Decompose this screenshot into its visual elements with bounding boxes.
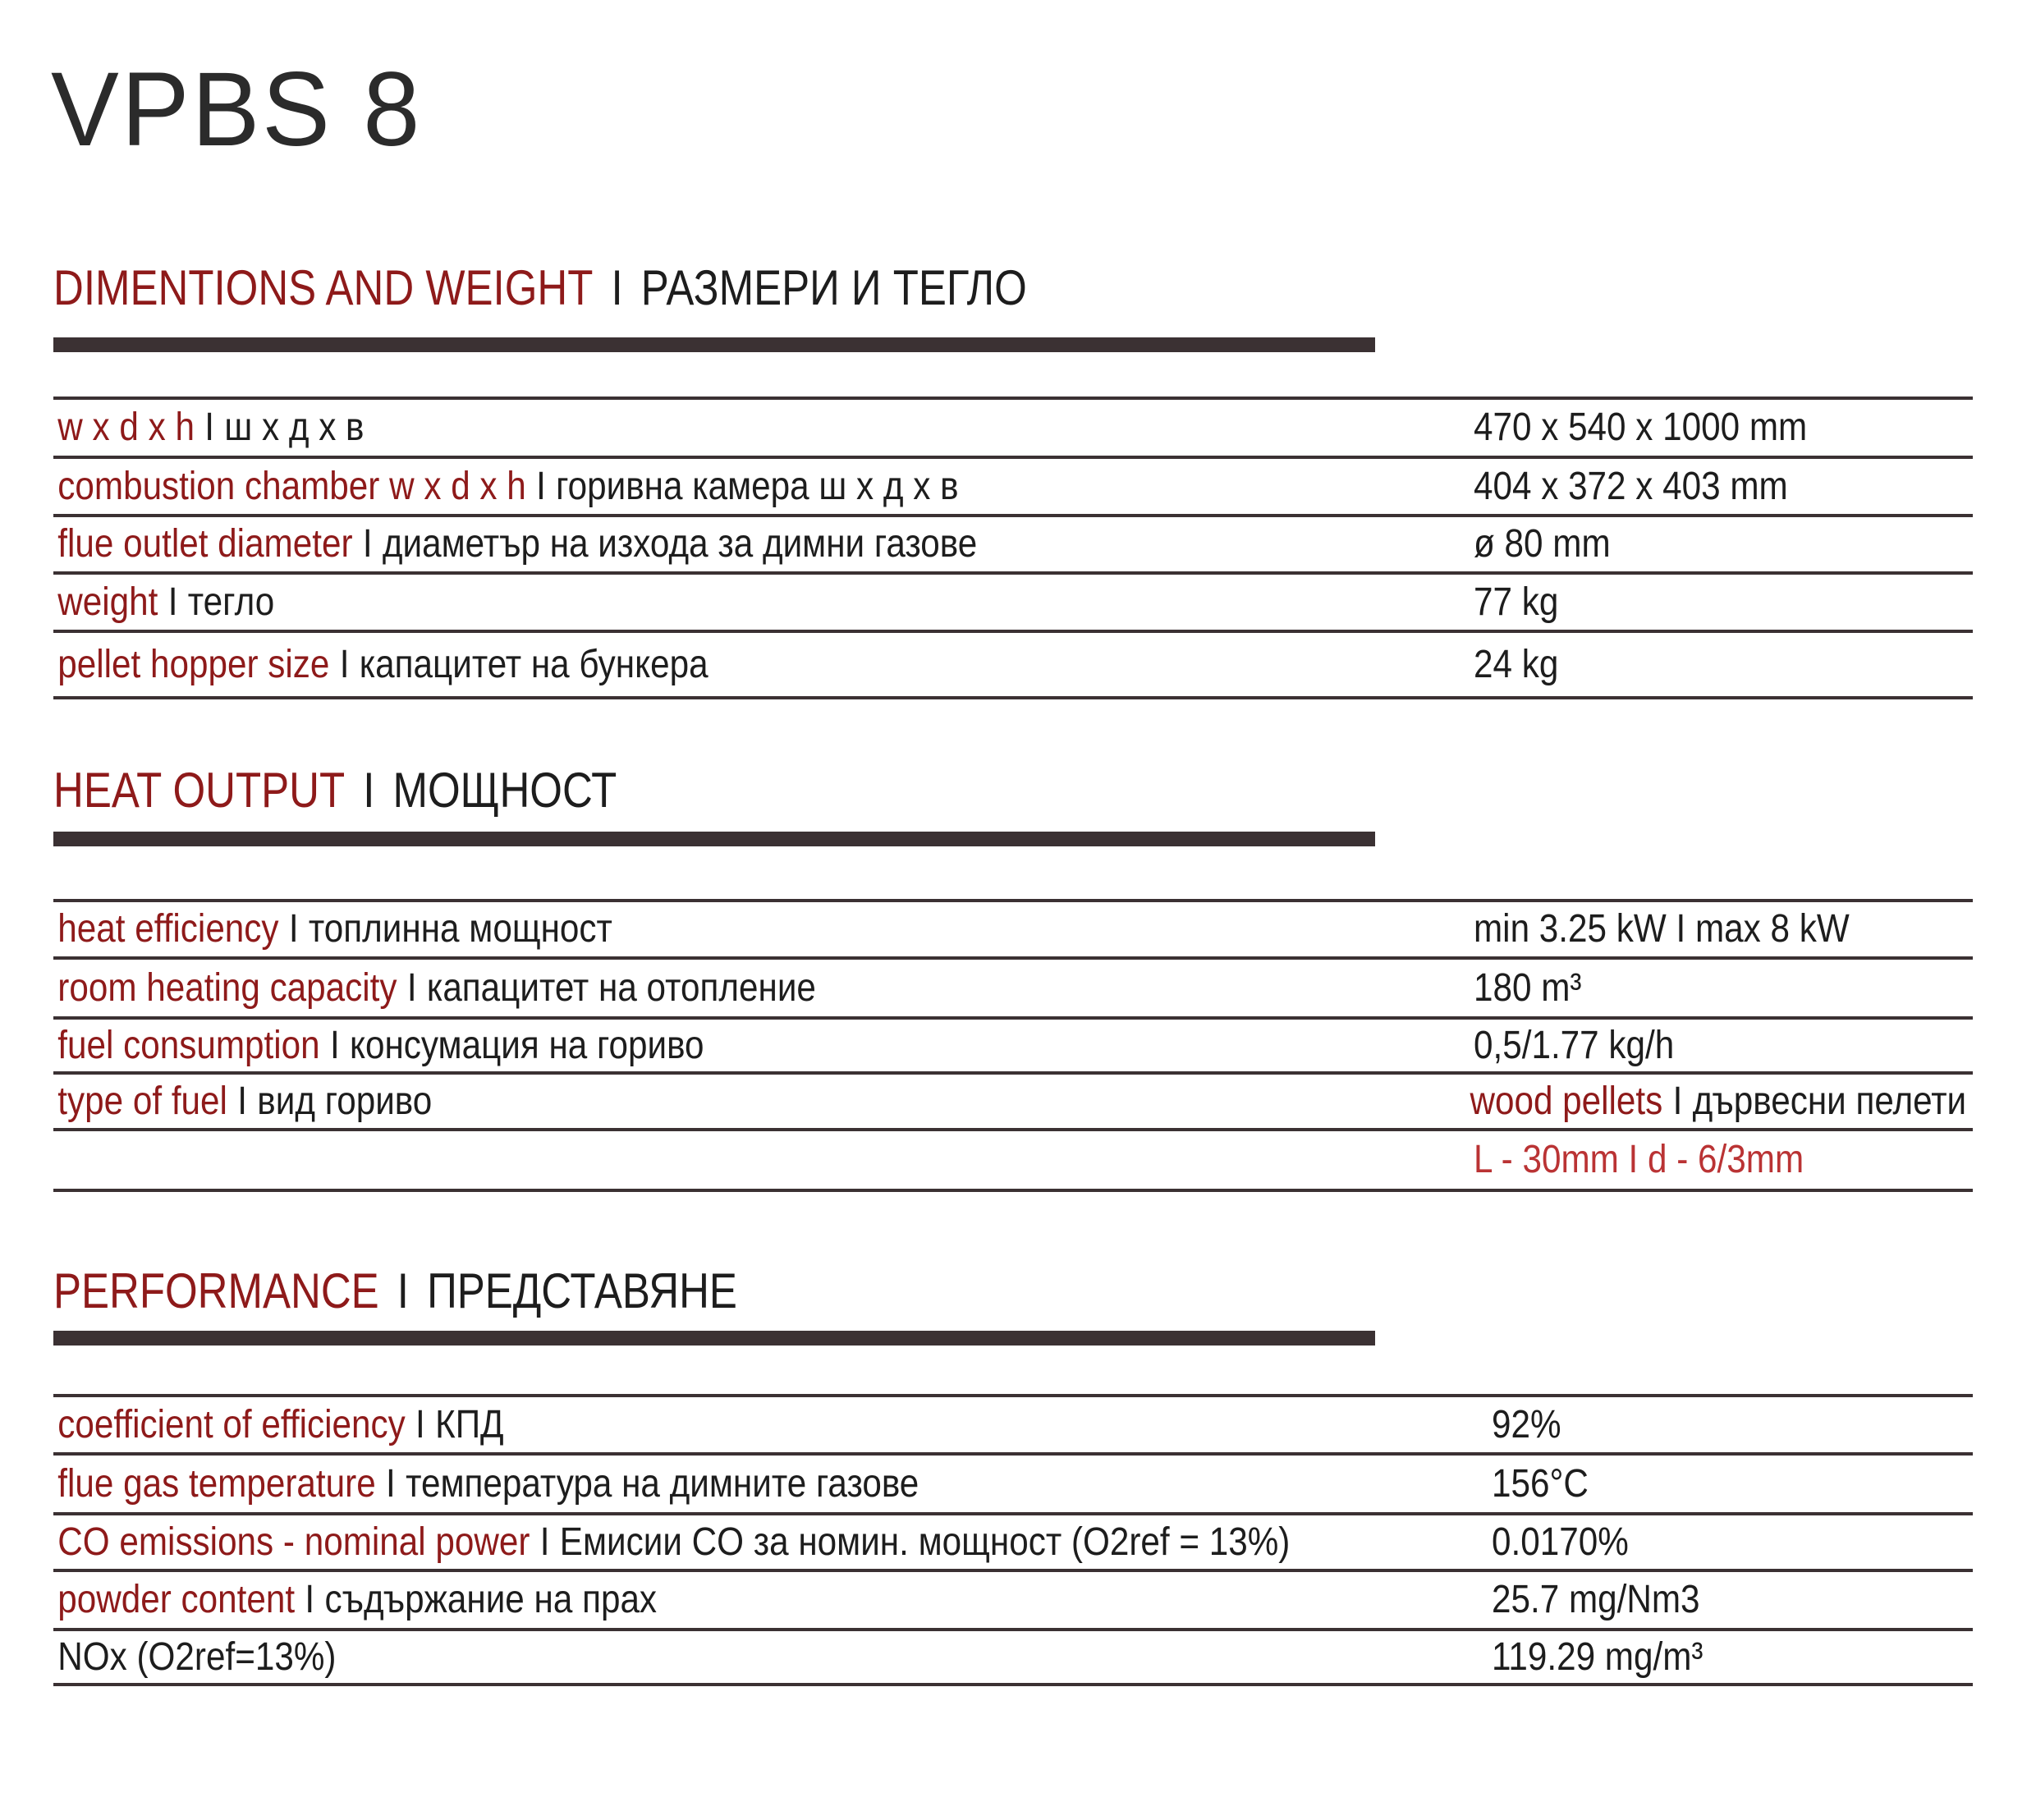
- table-row: [53, 514, 1973, 571]
- row-label-bg: топлинна мощност: [308, 907, 612, 951]
- row-label: [53, 580, 275, 624]
- performance-table: [53, 1394, 1973, 1686]
- row-label-en: w x d x h: [57, 406, 195, 449]
- section-header-performance: [53, 1264, 737, 1318]
- row-label-bg: вид гориво: [257, 1079, 433, 1123]
- label-separator: I: [539, 1520, 550, 1564]
- row-label-en: type of fuel: [57, 1079, 227, 1123]
- row-label-en: flue outlet diameter: [57, 522, 353, 566]
- section-underline-bar: [53, 337, 1375, 352]
- row-value: 0,5/1.77 kg/h: [1474, 1023, 1675, 1067]
- row-value: 470 x 540 x 1000 mm: [1474, 406, 1808, 449]
- label-separator: I: [288, 907, 299, 951]
- table-row: [53, 571, 1973, 630]
- row-label-bg: тегло: [187, 580, 275, 624]
- dimensions-table: [53, 397, 1973, 699]
- label-separator: I: [204, 406, 215, 449]
- row-label: [53, 1634, 337, 1679]
- row-label: [53, 1461, 919, 1506]
- section-title-en: HEAT OUTPUT: [53, 763, 346, 818]
- row-value: 77 kg: [1474, 580, 1559, 624]
- label-separator: I: [415, 1402, 425, 1446]
- value-separator: I: [1672, 1079, 1683, 1123]
- heat-output-table: [53, 899, 1973, 1192]
- row-label-en: combustion chamber w x d x h: [57, 464, 526, 508]
- row-label-en: heat efficiency: [57, 907, 279, 951]
- section-title-bg: РАЗМЕРИ И ТЕГЛО: [640, 260, 1027, 315]
- row-value: 180 m³: [1474, 965, 1582, 1010]
- row-label: [53, 464, 959, 508]
- row-value-en: wood pellets: [1470, 1079, 1663, 1123]
- table-row: [53, 1628, 1973, 1683]
- row-label-en: pellet hopper size: [57, 642, 330, 686]
- product-title: VPBS 8: [51, 51, 423, 168]
- row-label-en: weight: [57, 580, 158, 624]
- table-row: [53, 899, 1973, 956]
- label-separator: I: [406, 965, 417, 1010]
- row-value: [1470, 1075, 1966, 1128]
- label-separator: I: [237, 1079, 247, 1123]
- row-label: [53, 1402, 504, 1446]
- table-row: [53, 1394, 1973, 1452]
- row-label-bg: капацитет на бункера: [359, 642, 708, 686]
- row-label-plain: NOx (O2ref=13%): [57, 1634, 337, 1679]
- section-title-en: DIMENTIONS AND WEIGHT: [53, 260, 594, 315]
- row-label-en: fuel consumption: [57, 1023, 320, 1067]
- section-underline-bar: [53, 832, 1375, 846]
- row-label: [53, 1520, 1291, 1564]
- table-row: [53, 630, 1973, 696]
- row-label: [53, 1580, 657, 1620]
- section-title-bg: ПРЕДСТАВЯНЕ: [427, 1263, 737, 1318]
- section-title-bg: МОЩНОСТ: [392, 763, 617, 818]
- section-header-heat-output: [53, 763, 617, 818]
- row-label: [53, 522, 978, 566]
- title-separator: I: [363, 763, 375, 818]
- row-value: 24 kg: [1474, 642, 1559, 686]
- label-separator: I: [329, 1023, 340, 1067]
- label-separator: I: [167, 580, 178, 624]
- label-separator: I: [362, 522, 373, 566]
- row-label-bg: горивна камера ш х д х в: [556, 464, 959, 508]
- row-label-bg: съдържание на прах: [324, 1578, 658, 1621]
- section-underline-bar: [53, 1331, 1375, 1346]
- row-value: 404 x 372 x 403 mm: [1474, 464, 1788, 508]
- table-row: [53, 1512, 1973, 1569]
- row-label: [53, 1023, 704, 1067]
- table-row: [53, 956, 1973, 1016]
- row-label-bg: КПД: [435, 1402, 504, 1446]
- row-label-bg: ш х д х в: [224, 406, 365, 449]
- label-separator: I: [536, 464, 546, 508]
- row-label-bg: капацитет на отопление: [426, 965, 816, 1010]
- table-row: [53, 1016, 1973, 1071]
- row-label-bg: температура на димните газове: [406, 1461, 919, 1506]
- row-label-bg: Емисии CO за номин. мощност (O2ref = 13%): [559, 1520, 1291, 1564]
- label-separator: I: [305, 1578, 315, 1621]
- row-value: min 3.25 kW I max 8 kW: [1474, 907, 1850, 951]
- section-header-dimensions: [53, 261, 1027, 315]
- row-label-en: CO emissions - nominal power: [57, 1520, 530, 1564]
- row-value: 92%: [1492, 1402, 1561, 1446]
- row-value: ø 80 mm: [1474, 522, 1611, 566]
- row-label: [53, 642, 708, 686]
- title-separator: I: [611, 260, 623, 315]
- table-row: [53, 1452, 1973, 1512]
- section-title-en: PERFORMANCE: [53, 1263, 379, 1318]
- table-row: [53, 1569, 1973, 1628]
- row-label-bg: диаметър на изхода за димни газове: [382, 522, 978, 566]
- row-label-en: room heating capacity: [57, 965, 397, 1010]
- row-value-bg: дървесни пелети: [1692, 1079, 1966, 1123]
- row-label-en: powder content: [57, 1578, 296, 1621]
- row-label: [53, 1079, 433, 1123]
- row-value: 119.29 mg/m³: [1492, 1634, 1704, 1679]
- table-row: [53, 456, 1973, 514]
- row-label-en: flue gas temperature: [57, 1461, 376, 1506]
- table-row: [53, 397, 1973, 456]
- row-label: [53, 408, 364, 447]
- row-value: 25.7 mg/Nm3: [1492, 1578, 1700, 1621]
- row-label-en: coefficient of efficiency: [57, 1402, 406, 1446]
- row-label: [53, 965, 816, 1010]
- row-label: [53, 907, 612, 951]
- row-value-pellet-size: L - 30mm I d - 6/3mm: [1474, 1138, 1804, 1181]
- row-value: 0.0170%: [1492, 1520, 1629, 1564]
- table-row: [53, 1071, 1973, 1128]
- label-separator: I: [386, 1461, 396, 1506]
- row-label-bg: консумация на гориво: [350, 1023, 704, 1067]
- table-row: [53, 1128, 1973, 1189]
- label-separator: I: [339, 642, 350, 686]
- title-separator: I: [397, 1263, 409, 1318]
- row-value: 156°C: [1492, 1461, 1589, 1506]
